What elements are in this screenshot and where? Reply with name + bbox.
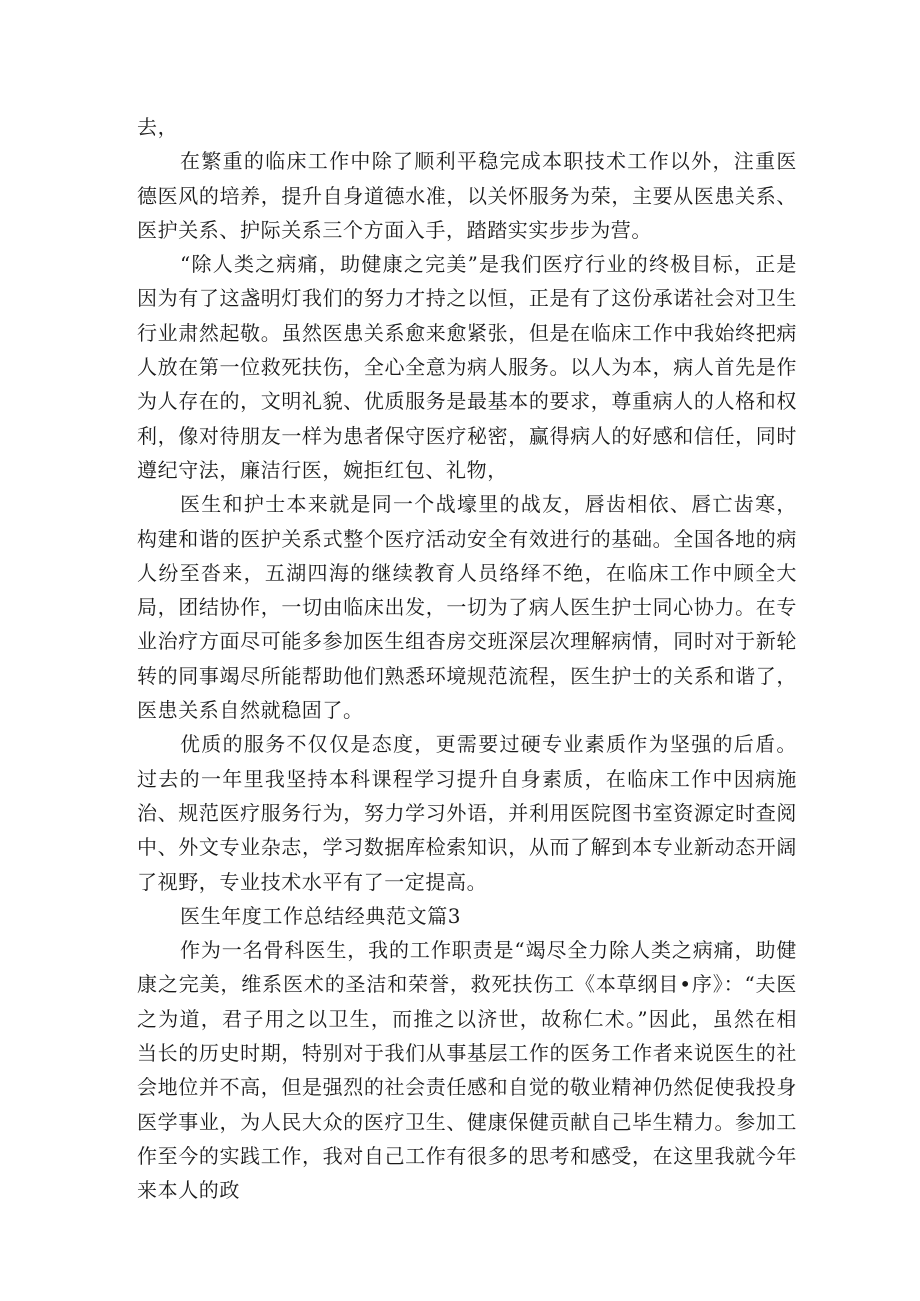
- paragraph-orthopedic-doctor: 作为一名骨科医生，我的工作职责是“竭尽全力除人类之病痛，助健康之完美，维系医术的圣洁和荣誉，救死扶伤工《本草纲目•序》：“夫医之为道，君子用之以卫生，而推之以济世，故称仁术。”因此，虽然在相当长的历史时期，特别对于我们从事基层工作的医务工作者来说医生的社会地位并不高，但是强烈的社会责任感和自觉的敬业精神仍然促使我投身医学事业，为人民大众的医疗卫生、健康保健贡献自己毕生精力。参加工作至今的实践工作，我对自己工作有很多的思考和感受，在这里我就今年来本人的政: [137, 938, 797, 1203]
- paragraph-patient-relations: “除人类之病痛，助健康之完美”是我们医疗行业的终极目标，正是因为有了这盏明灯我们的努力才持之以恒，正是有了这份承诺社会对卫生行业肃然起敬。虽然医患关系愈来愈紧张，但是在临床工作中我始终把病人放在第一位救死扶伤，全心全意为病人服务。以人为本，病人首先是作为人存在的，文明礼貌、优质服务是最基本的要求，尊重病人的人格和权利，像对待朋友一样为患者保守医疗秘密，赢得病人的好感和信任，同时遵纪守法，廉洁行医，婉拒红包、礼物，: [137, 252, 797, 482]
- section-title: 医生年度工作总结经典范文篇3: [180, 903, 462, 928]
- paragraph-professional-quality: 优质的服务不仅仅是态度，更需要过硬专业素质作为坚强的后盾。过去的一年里我坚持本科课程学习提升自身素质，在临床工作中因病施治、规范医疗服务行为，努力学习外语，并利用医院图书室资源定时查阅中、外文专业杂志，学习数据库检索知识，从而了解到本专业新动态开阔了视野，专业技术水平有了一定提高。: [137, 732, 797, 894]
- paragraph-medical-ethics: 在繁重的临床工作中除了顺利平稳完成本职技术工作以外，注重医德医风的培养，提升自身道德水准，以关怀服务为荣，主要从医患关系、医护关系、护际关系三个方面入手，踏踏实实步步为营。: [137, 149, 797, 242]
- paragraph-doctor-nurse-relations: 医生和护士本来就是同一个战壕里的战友，唇齿相依、唇亡齿寒，构建和谐的医护关系式整个医疗活动安全有效进行的基础。全国各地的病人纷至沓来，五湖四海的继续教育人员络绎不绝，在临床工作中顾全大局，团结协作，一切由临床出发，一切为了病人医生护士同心协力。在专业治疗方面尽可能多参加医生组杳房交班深层次理解病情，同时对于新轮转的同事竭尽所能帮助他们熟悉环境规范流程，医生护士的关系和谐了，医患关系自然就稳固了。: [137, 492, 797, 723]
- document-body: [137, 110, 797, 1208]
- paragraph-continuation: 去，: [137, 115, 179, 139]
